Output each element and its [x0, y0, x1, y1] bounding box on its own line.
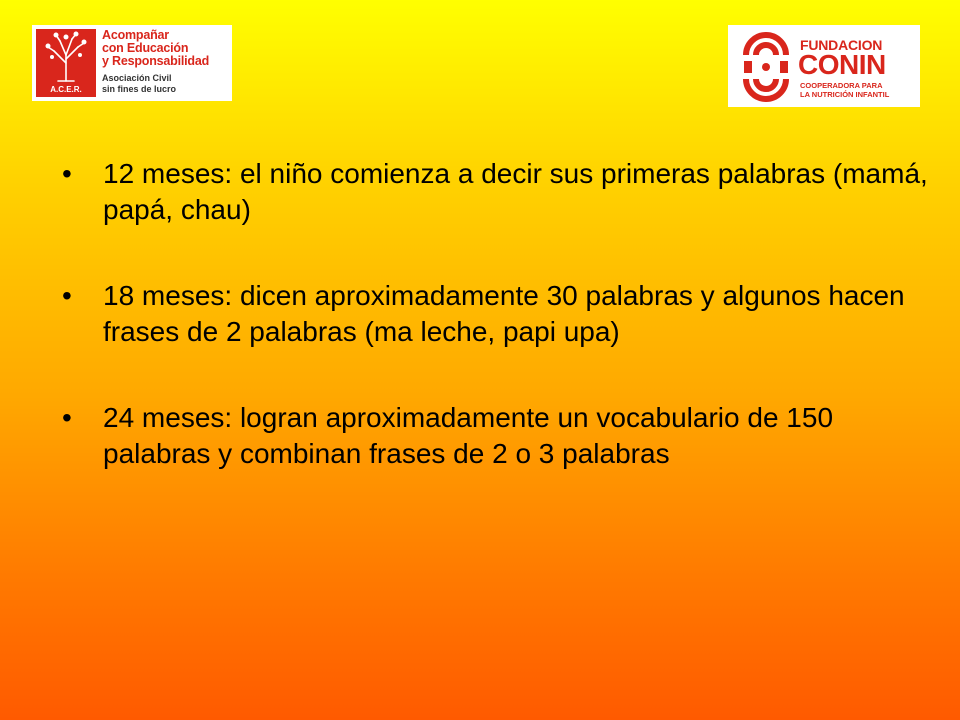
bullet-item [62, 278, 932, 350]
acer-name: Acompañar con Educación y Responsabilidad [102, 28, 210, 68]
bullet-icon: • [62, 402, 72, 433]
conin-name: CONIN [798, 49, 886, 80]
bullet-text: 18 meses: dicen aproximadamente 30 palabras y algunos hacen frases de 2 palabras (ma leche, papi upa) [103, 280, 905, 347]
bullet-list [62, 156, 932, 522]
conin-prefix: FUNDACION [800, 37, 883, 53]
conin-subtitle: COOPERADORA PARA LA NUTRICIÓN INFANTIL [800, 81, 890, 99]
bullet-item [62, 400, 932, 472]
acer-tree-icon [36, 29, 96, 97]
conin-emblem-icon [738, 31, 794, 103]
bullet-icon: • [62, 280, 72, 311]
bullet-icon: • [62, 158, 72, 189]
bullet-item [62, 156, 932, 228]
acer-subtitle: Asociación Civil sin fines de lucro [102, 73, 177, 94]
conin-logo [728, 25, 920, 107]
bullet-text: 12 meses: el niño comienza a decir sus primeras palabras (mamá, papá, chau) [103, 158, 928, 225]
acer-abbreviation: A.C.E.R. [50, 85, 82, 94]
bullet-text: 24 meses: logran aproximadamente un vocabulario de 150 palabras y combinan frases de 2 o 3 palabras [103, 402, 834, 469]
acer-logo [32, 25, 232, 101]
